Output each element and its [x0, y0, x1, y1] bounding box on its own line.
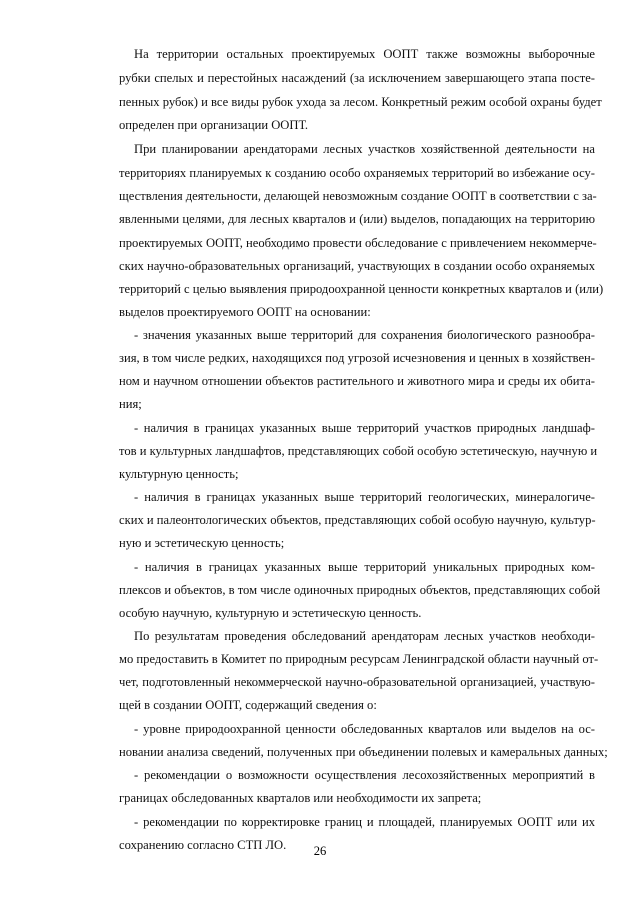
paragraph-line: территорий с целью выявления природоохранной ценности конкретных кварталов и (или): [119, 282, 604, 296]
list-item-line: - уровне природоохранной ценности обследованных кварталов или выделов на ос-: [134, 722, 595, 736]
paragraph-line: щей в создании ООПТ, содержащий сведения о:: [119, 698, 377, 712]
paragraph-line: ществления деятельности, делающей невозможным создание ООПТ в соответствии с за-: [119, 189, 597, 203]
list-item-line: ную и эстетическую ценность;: [119, 536, 285, 550]
list-item-line: - наличия в границах указанных выше территорий уникальных природных ком-: [134, 560, 595, 574]
paragraph-line: На территории остальных проектируемых ООПТ также возможны выборочные: [134, 47, 595, 61]
paragraph-line: мо предоставить в Комитет по природным ресурсам Ленинградской области научный от-: [119, 652, 599, 666]
paragraph-line: ских научно-образовательных организаций, участвующих в создании особо охраняемых: [119, 259, 595, 273]
list-item-line: - наличия в границах указанных выше территорий участков природных ландшаф-: [134, 421, 595, 435]
list-item-line: ских и палеонтологических объектов, представляющих собой особую научную, культур-: [119, 513, 596, 527]
list-item-line: зия, в том числе редких, находящихся под угрозой исчезновения и ценных в хозяйствен-: [119, 351, 595, 365]
list-item-line: особую научную, культурную и эстетическую ценность.: [119, 606, 422, 620]
list-item-line: - наличия в границах указанных выше территорий геологических, минералогиче-: [134, 490, 595, 504]
paragraph-line: При планировании арендаторами лесных участков хозяйственной деятельности на: [134, 142, 595, 156]
paragraph-line: чет, подготовленный некоммерческой научно-образовательной организацией, участвую-: [119, 675, 595, 689]
paragraph-line: пенных рубок) и все виды рубок ухода за лесом. Конкретный режим особой охраны будет: [119, 95, 602, 109]
paragraph-line: территориях планируемых к созданию особо охраняемых территорий во избежание осу-: [119, 166, 595, 180]
paragraph-line: явленными целями, для лесных кварталов и (или) выделов, попадающих на территорию: [119, 212, 595, 226]
paragraph-line: По результатам проведения обследований арендаторам лесных участков необходи-: [134, 629, 595, 643]
list-item-line: культурную ценность;: [119, 467, 239, 481]
list-item-line: - рекомендации по корректировке границ и площадей, планируемых ООПТ или их: [134, 815, 595, 829]
page-number: 26: [313, 844, 327, 858]
list-item-line: новании анализа сведений, полученных при объединении полевых и камеральных данных;: [119, 745, 608, 759]
list-item-line: - значения указанных выше территорий для сохранения биологического разнообра-: [134, 328, 595, 342]
paragraph-line: рубки спелых и перестойных насаждений (за исключением завершающего этапа посте-: [119, 71, 595, 85]
paragraph-line: выделов проектируемого ООПТ на основании:: [119, 305, 371, 319]
list-item-line: границах обследованных кварталов или необходимости их запрета;: [119, 791, 482, 805]
list-item-line: ном и научном отношении объектов растительного и животного мира и среды их обита-: [119, 374, 595, 388]
list-item-line: плексов и объектов, в том числе одиночных природных объектов, представляющих собой: [119, 583, 601, 597]
list-item-line: ния;: [119, 397, 142, 411]
list-item-line: - рекомендации о возможности осуществления лесохозяйственных мероприятий в: [134, 768, 595, 782]
list-item-line: сохранению согласно СТП ЛО.: [119, 838, 287, 852]
list-item-line: тов и культурных ландшафтов, представляющих собой особую эстетическую, научную и: [119, 444, 598, 458]
paragraph-line: проектируемых ООПТ, необходимо провести обследование с привлечением некоммерче-: [119, 236, 597, 250]
paragraph-line: определен при организации ООПТ.: [119, 118, 309, 132]
